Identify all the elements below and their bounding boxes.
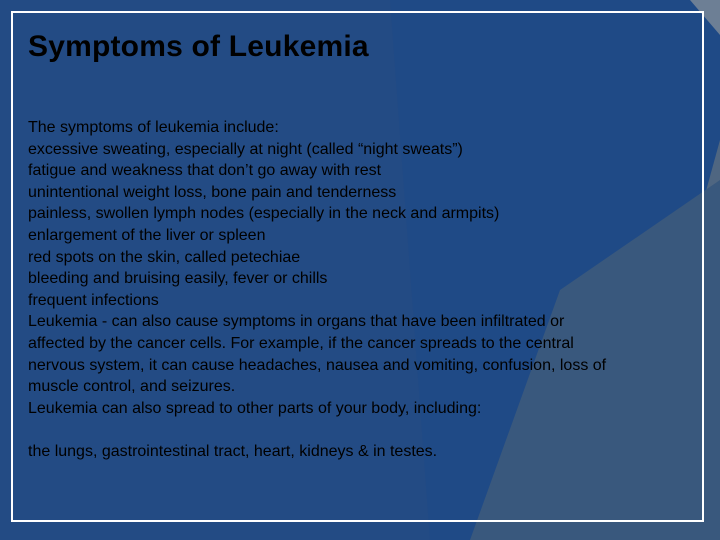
body-spacer bbox=[28, 419, 688, 441]
body-line: fatigue and weakness that don’t go away with rest bbox=[28, 162, 382, 180]
body-line: Leukemia can also spread to other parts of your body, including: bbox=[28, 399, 482, 417]
body-line: frequent infections bbox=[28, 291, 159, 309]
body-line: nervous system, it can cause headaches, nausea and vomiting, confusion, loss of bbox=[28, 356, 607, 374]
body-line: Leukemia - can also cause symptoms in organs that have been infiltrated or bbox=[28, 313, 565, 331]
slide-body bbox=[28, 117, 688, 463]
body-line: unintentional weight loss, bone pain and tenderness bbox=[28, 183, 397, 201]
body-line: affected by the cancer cells. For example, if the cancer spreads to the central bbox=[28, 334, 574, 352]
body-line: The symptoms of leukemia include: bbox=[28, 119, 279, 136]
body-line: excessive sweating, especially at night (called “night sweats”) bbox=[28, 140, 463, 158]
slide-title: Symptoms of Leukemia bbox=[28, 30, 369, 63]
body-line: bleeding and bruising easily, fever or chills bbox=[28, 270, 328, 288]
body-line: red spots on the skin, called petechiae bbox=[28, 248, 301, 266]
body-line: enlargement of the liver or spleen bbox=[28, 226, 266, 244]
body-line: muscle control, and seizures. bbox=[28, 378, 236, 396]
body-line: the lungs, gastrointestinal tract, heart, kidneys & in testes. bbox=[28, 442, 438, 460]
body-line: painless, swollen lymph nodes (especially in the neck and armpits) bbox=[28, 205, 500, 223]
